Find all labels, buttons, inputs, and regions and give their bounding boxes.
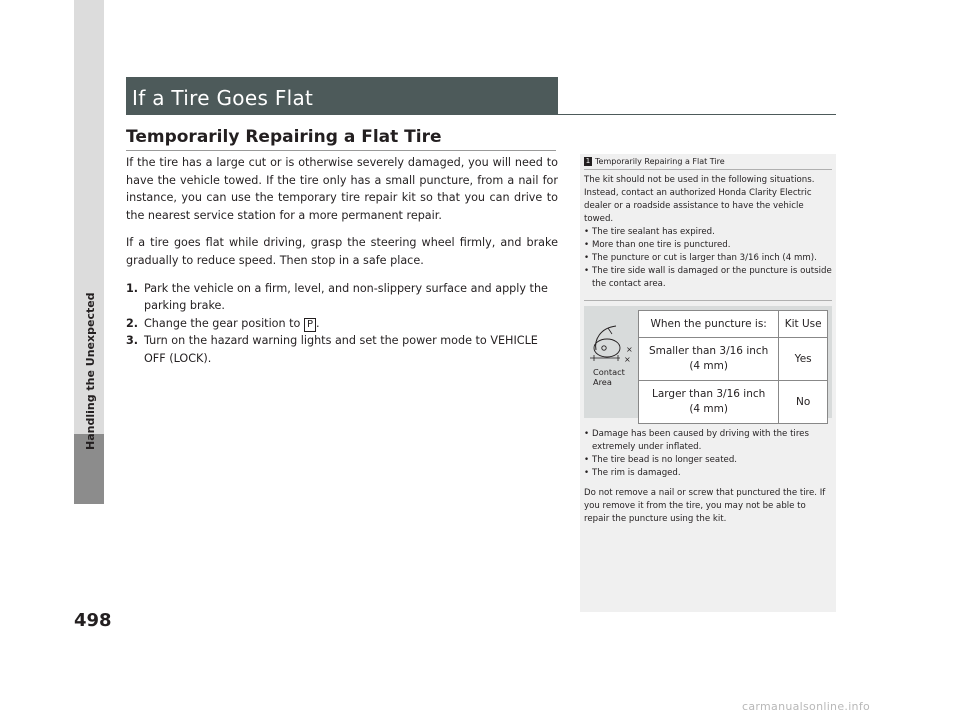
step-text-after: .: [316, 316, 320, 330]
table-header-cell: Kit Use: [779, 311, 828, 338]
bullet-icon: •: [584, 253, 590, 263]
bullet-text: More than one tire is punctured.: [592, 240, 731, 250]
gear-p-icon: P: [304, 318, 316, 332]
step-number: 1.: [126, 281, 139, 295]
step-text: Park the vehicle on a firm, level, and non-slippery surface and apply the parking brake.: [144, 281, 548, 313]
section-rule: [126, 150, 556, 151]
table-row: [639, 381, 828, 424]
note-badge-icon: 1: [585, 157, 591, 165]
chapter-label-container: [82, 120, 96, 450]
page-title: If a Tire Goes Flat: [132, 86, 314, 110]
header-rule: [126, 114, 836, 115]
step-item: [126, 332, 558, 367]
bullet-text: The tire sealant has expired.: [592, 227, 715, 237]
table-cell-size: [639, 338, 779, 381]
contact-label-line1: Contact: [593, 367, 625, 377]
svg-text:×: ×: [624, 355, 631, 364]
note-closing: Do not remove a nail or screw that punctured the tire. If you remove it from the tire, you may not be able to repair the puncture using the kit.: [584, 488, 826, 524]
size-line1: Smaller than 3/16 inch: [648, 345, 769, 357]
note-body: [584, 174, 832, 291]
section-title: Temporarily Repairing a Flat Tire: [126, 127, 442, 147]
contact-label-line2: Area: [593, 377, 612, 387]
bullet-icon: •: [584, 240, 590, 250]
step-number: 3.: [126, 334, 139, 348]
list-item: [584, 226, 832, 239]
list-item: [584, 454, 832, 467]
note-separator: [584, 300, 832, 301]
bullet-text: The tire side wall is damaged or the puncture is outside the contact area.: [592, 266, 832, 289]
size-line2: (4 mm): [689, 403, 728, 415]
table-header-cell: When the puncture is:: [639, 311, 779, 338]
step-text: Turn on the hazard warning lights and set the power mode to VEHICLE OFF (LOCK).: [144, 334, 538, 365]
contact-area-label: [593, 367, 625, 387]
note-heading: [584, 157, 725, 166]
note-intro: The kit should not be used in the following situations. Instead, contact an authorized Honda Clarity Electric dealer or a roadside assistance to have the vehicle towed.: [584, 175, 815, 224]
list-item: [584, 428, 832, 454]
size-line1: Larger than 3/16 inch: [651, 388, 766, 400]
bullet-text: The rim is damaged.: [592, 468, 681, 478]
list-item: [584, 467, 832, 480]
table-row: [639, 338, 828, 381]
svg-text:×: ×: [626, 345, 633, 354]
step-text: [144, 315, 558, 333]
tire-contact-area-icon: [586, 322, 638, 368]
table-header-row: [639, 311, 828, 338]
note-title: Temporarily Repairing a Flat Tire: [595, 157, 725, 166]
bullet-text: Damage has been caused by driving with the tires extremely under inflated.: [592, 429, 809, 452]
list-item: [584, 265, 832, 291]
intro-paragraph: If the tire has a large cut or is otherwise severely damaged, you will need to have the vehicle towed. If the tire only has a small puncture, from a nail for instance, you can use the temporary tire repair kit so that you can drive to the nearest service station for a more permanent repair.: [126, 156, 558, 222]
list-item: [584, 252, 832, 265]
size-line2: (4 mm): [689, 360, 728, 372]
kit-use-table: [638, 310, 828, 424]
main-column: [126, 154, 558, 368]
step-item: [126, 280, 558, 315]
driving-paragraph: If a tire goes flat while driving, grasp the steering wheel firmly, and brake gradually to reduce speed. Then stop in a safe place.: [126, 236, 558, 267]
bullet-text: The puncture or cut is larger than 3/16 inch (4 mm).: [592, 253, 817, 263]
note-rule: [584, 169, 832, 170]
bullet-icon: •: [584, 455, 590, 465]
bullet-icon: •: [584, 266, 590, 276]
table-cell-use: Yes: [779, 338, 828, 381]
step-text-before: Change the gear position to: [144, 316, 304, 330]
bullet-icon: •: [584, 429, 590, 439]
bullet-text: The tire bead is no longer seated.: [592, 455, 738, 465]
chapter-label: Handling the Unexpected: [84, 292, 97, 450]
page-number: 498: [74, 610, 112, 631]
bullet-icon: •: [584, 468, 590, 478]
list-item: [584, 239, 832, 252]
note-body-lower: [584, 428, 832, 526]
bullet-icon: •: [584, 227, 590, 237]
watermark: carmanualsonline.info: [742, 700, 871, 713]
table-cell-use: No: [779, 381, 828, 424]
step-item: [126, 315, 558, 333]
table-cell-size: [639, 381, 779, 424]
step-number: 2.: [126, 316, 139, 330]
